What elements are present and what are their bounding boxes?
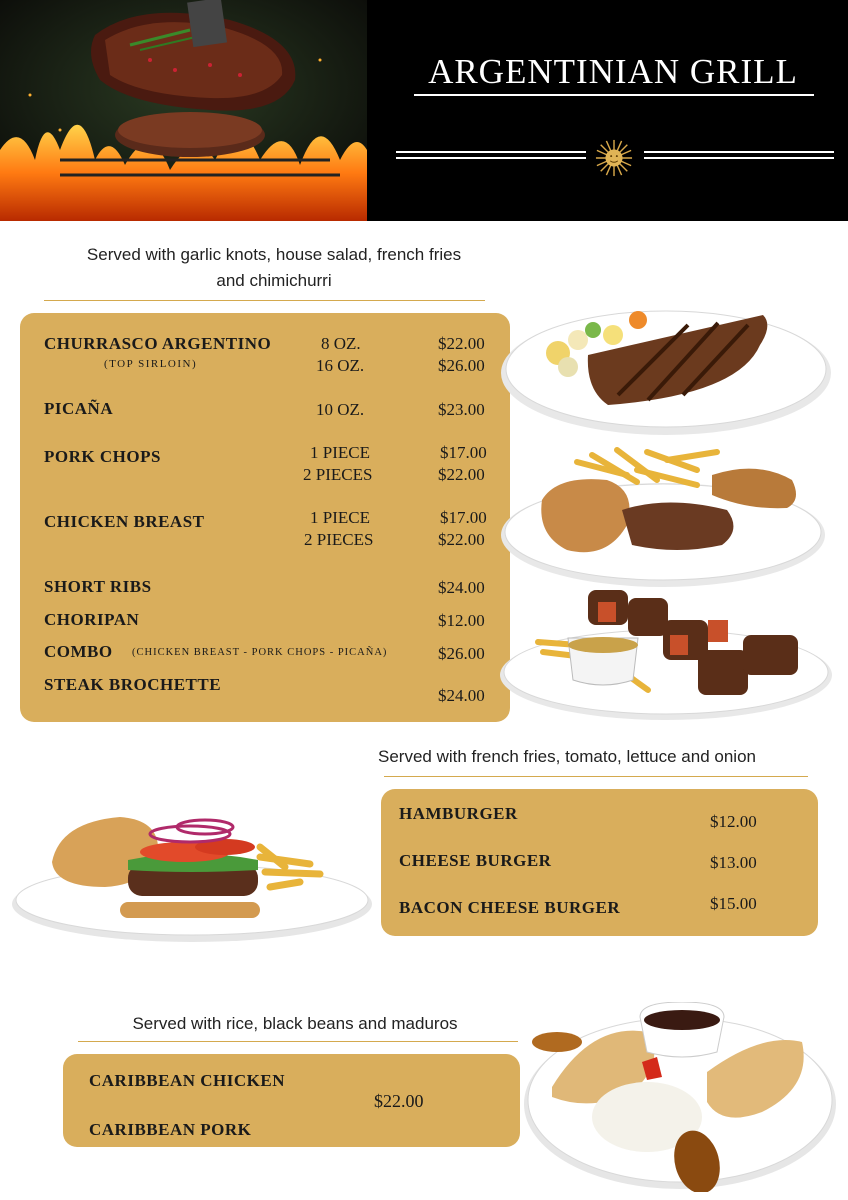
- item-price: $22.00: [438, 334, 485, 353]
- sirloin-steak-plate-photo: [498, 295, 838, 445]
- item-price: $15.00: [710, 894, 757, 913]
- item-portion: 16 OZ.: [316, 356, 365, 375]
- hamburger-plate-photo: [10, 812, 378, 947]
- item-name: CARIBBEAN PORK: [89, 1120, 252, 1139]
- burger-section-rule: [384, 776, 808, 777]
- item-price: $22.00: [374, 1091, 424, 1111]
- ornament-line-right: [644, 157, 834, 159]
- item-portion: 2 PIECES: [303, 465, 373, 484]
- grill-subtitle-line-2: and chimichurri: [216, 271, 332, 290]
- item-name: CHURRASCO ARGENTINO: [44, 334, 272, 353]
- item-name: PORK CHOPS: [44, 447, 161, 466]
- grill-menu-panel: [20, 313, 510, 722]
- page-title: ARGENTINIAN GRILL: [428, 52, 798, 91]
- grill-section-subtitle: [44, 242, 504, 294]
- title-underline: [414, 94, 814, 96]
- grill-section-rule: [44, 300, 485, 301]
- item-name: CARIBBEAN CHICKEN: [89, 1071, 285, 1090]
- sun-emblem-icon: [595, 139, 633, 177]
- ornament-line-right: [644, 151, 834, 153]
- item-portion: 2 PIECES: [304, 530, 374, 549]
- item-name: CHEESE BURGER: [399, 851, 552, 870]
- item-price: $12.00: [438, 611, 485, 630]
- item-name: PICAÑA: [44, 399, 114, 418]
- item-price: $26.00: [438, 644, 485, 663]
- steak-brochette-plate-photo: [498, 580, 838, 725]
- item-price: $12.00: [710, 812, 757, 831]
- item-note: (TOP SIRLOIN): [104, 358, 198, 370]
- item-price: $22.00: [438, 465, 485, 484]
- item-price: $26.00: [438, 356, 485, 375]
- ornament-line-left: [396, 157, 586, 159]
- item-note: (CHICKEN BREAST - PORK CHOPS - PICAÑA): [132, 647, 388, 658]
- grill-subtitle-line-1: Served with garlic knots, house salad, french fries: [86, 245, 462, 264]
- item-price: $24.00: [438, 686, 485, 705]
- grilled-steak-hero-image: [0, 0, 367, 221]
- item-name: SHORT RIBS: [44, 577, 152, 596]
- item-name: STEAK BROCHETTE: [44, 675, 222, 694]
- item-price: $13.00: [710, 853, 757, 872]
- item-price: $23.00: [438, 400, 485, 419]
- item-price: $17.00: [440, 508, 487, 527]
- item-portion: 10 OZ.: [316, 400, 365, 419]
- caribbean-chicken-plate-photo: [512, 1002, 838, 1192]
- item-price: $22.00: [438, 530, 485, 549]
- caribbean-menu-panel: [63, 1054, 520, 1147]
- item-name: COMBO: [44, 642, 113, 661]
- item-name: CHORIPAN: [44, 610, 140, 629]
- item-portion: 1 PIECE: [310, 443, 370, 462]
- item-name: HAMBURGER: [399, 804, 518, 823]
- menu-header: [0, 0, 848, 221]
- item-price: $17.00: [440, 443, 487, 462]
- item-portion: 8 OZ.: [321, 334, 361, 353]
- caribbean-section-subtitle: Served with rice, black beans and maduros: [132, 1014, 458, 1033]
- ornament-line-left: [396, 151, 586, 153]
- item-price: $24.00: [438, 578, 485, 597]
- caribbean-section-rule: [78, 1041, 518, 1042]
- burger-section-subtitle: Served with french fries, tomato, lettuce and onion: [378, 747, 756, 766]
- mixed-grill-plate-photo: [497, 440, 832, 590]
- burger-menu-panel: [381, 789, 818, 936]
- item-name: BACON CHEESE BURGER: [399, 898, 621, 917]
- item-name: CHICKEN BREAST: [44, 512, 205, 531]
- item-portion: 1 PIECE: [310, 508, 370, 527]
